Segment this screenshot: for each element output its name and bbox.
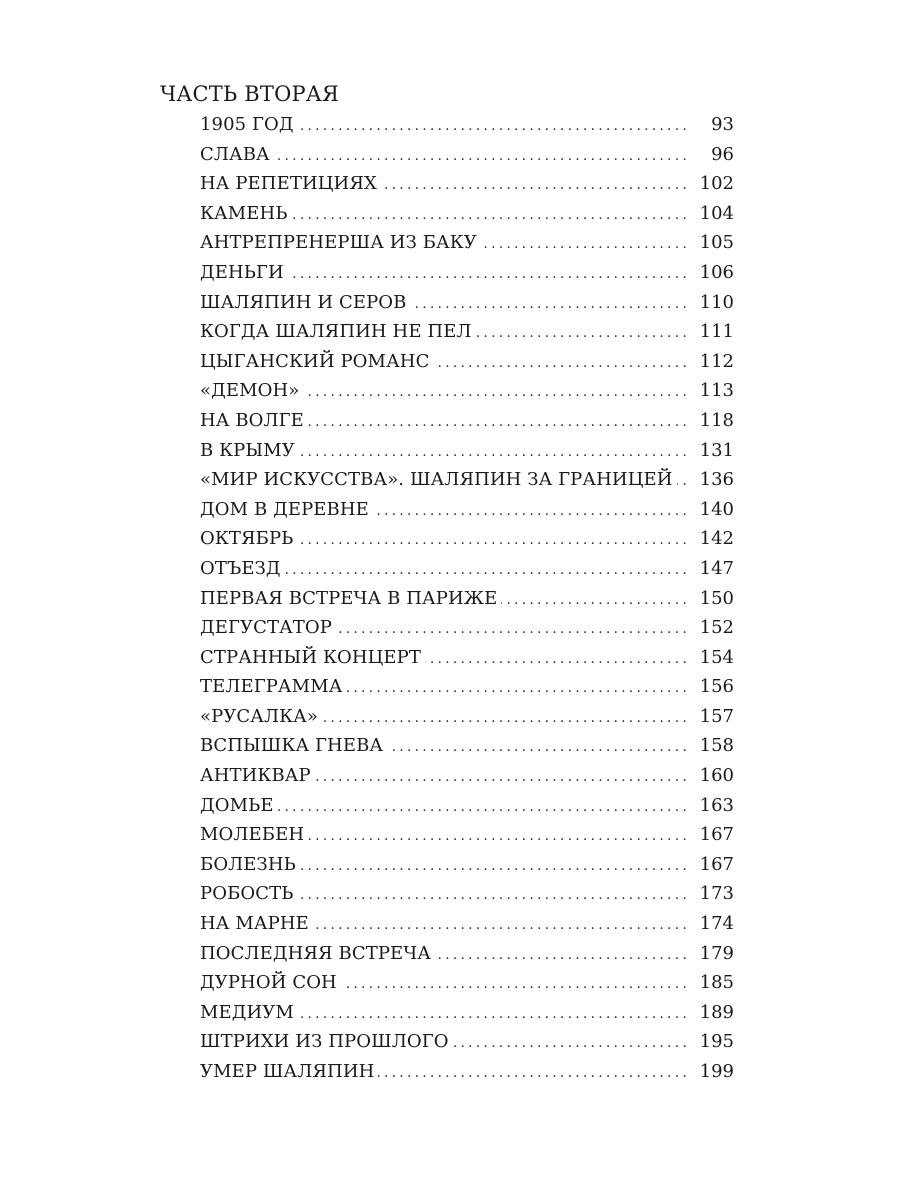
toc-entry-page-number: 167 — [699, 824, 734, 846]
dot-leader — [315, 763, 690, 793]
toc-entry-page-number: 140 — [699, 498, 734, 520]
dot-leader — [278, 793, 690, 823]
toc-entry — [200, 791, 734, 821]
toc-entry-title: НА ВОЛГЕ — [200, 406, 308, 436]
toc-entry — [200, 1027, 734, 1057]
dot-leader — [298, 1000, 690, 1030]
toc-entry-title: СТРАННЫЙ КОНЦЕРТ — [200, 643, 425, 673]
dot-leader — [346, 674, 690, 704]
toc-entry-page-number: 156 — [699, 676, 734, 698]
toc-entry-page-number: 179 — [699, 942, 734, 964]
toc-entry-page-number: 142 — [699, 528, 734, 550]
toc-entry — [200, 554, 734, 584]
toc-entry — [200, 347, 734, 377]
toc-entry-title: КОГДА ШАЛЯПИН НЕ ПЕЛ — [200, 317, 476, 347]
dot-leader — [303, 378, 690, 408]
toc-entry — [200, 909, 734, 939]
toc-entry — [200, 879, 734, 909]
toc-entry-page-number: 158 — [699, 735, 734, 757]
toc-entry-page-number: 110 — [699, 291, 734, 313]
table-of-contents — [200, 110, 734, 1087]
dot-leader — [300, 852, 690, 882]
toc-entry — [200, 288, 734, 318]
toc-entry — [200, 258, 734, 288]
toc-entry — [200, 140, 734, 170]
dot-leader — [501, 586, 690, 616]
part-heading: ЧАСТЬ ВТОРАЯ — [160, 82, 340, 106]
toc-entry — [200, 643, 734, 673]
toc-entry-title: ШАЛЯПИН И СЕРОВ — [200, 288, 410, 318]
toc-entry-page-number: 154 — [699, 646, 734, 668]
dot-leader — [435, 941, 690, 971]
toc-entry-page-number: 173 — [699, 883, 734, 905]
toc-entry-page-number: 104 — [699, 202, 734, 224]
toc-entry — [200, 317, 734, 347]
toc-entry-title: ДУРНОЙ СОН — [200, 968, 341, 998]
dot-leader — [433, 349, 690, 379]
dot-leader — [299, 438, 690, 468]
toc-entry — [200, 495, 734, 525]
dot-leader — [297, 526, 690, 556]
toc-entry — [200, 761, 734, 791]
dot-leader — [387, 733, 690, 763]
toc-entry — [200, 850, 734, 880]
toc-entry — [200, 998, 734, 1028]
toc-entry-title: МОЛЕБЕН — [200, 820, 308, 850]
dot-leader — [308, 822, 690, 852]
toc-entry-page-number: 102 — [699, 173, 734, 195]
dot-leader — [285, 556, 690, 586]
toc-entry-page-number: 131 — [699, 439, 734, 461]
dot-leader — [476, 319, 690, 349]
toc-entry — [200, 820, 734, 850]
toc-entry-page-number: 157 — [699, 705, 734, 727]
toc-entry-page-number: 199 — [699, 1061, 734, 1082]
toc-entry — [200, 968, 734, 998]
dot-leader — [313, 911, 690, 941]
toc-entry — [200, 228, 734, 258]
toc-entry-title: ДЕГУСТАТОР — [200, 613, 336, 643]
toc-entry-title: АНТИКВАР — [200, 761, 315, 791]
toc-entry-title: НА МАРНЕ — [200, 909, 313, 939]
toc-entry — [200, 1057, 734, 1087]
toc-entry-title: УМЕР ШАЛЯПИН — [200, 1057, 378, 1087]
toc-entry-page-number: 93 — [711, 114, 734, 135]
toc-entry-title: ОКТЯБРЬ — [200, 524, 297, 554]
dot-leader — [677, 467, 690, 497]
toc-entry-page-number: 189 — [699, 1001, 734, 1023]
toc-entry-title: «ДЕМОН» — [200, 376, 303, 406]
toc-entry-title: ВСПЫШКА ГНЕВА — [200, 731, 387, 761]
toc-entry — [200, 584, 734, 614]
toc-entry-title: АНТРЕПРЕНЕРША ИЗ БАКУ — [200, 228, 481, 258]
dot-leader — [410, 290, 690, 320]
toc-entry-title: ДЕНЬГИ — [200, 258, 288, 288]
toc-entry-title: ДОМ В ДЕРЕВНЕ — [200, 495, 373, 525]
toc-entry — [200, 465, 734, 495]
toc-entry-page-number: 150 — [699, 587, 734, 609]
toc-entry — [200, 524, 734, 554]
toc-entry-title: «МИР ИСКУССТВА». ШАЛЯПИН ЗА ГРАНИЦЕЙ — [200, 465, 677, 495]
toc-entry-page-number: 96 — [711, 143, 734, 165]
dot-leader — [378, 1059, 690, 1089]
dot-leader — [308, 408, 690, 438]
toc-entry-page-number: 160 — [699, 765, 734, 787]
toc-entry — [200, 436, 734, 466]
toc-entry-title: ЦЫГАНСКИЙ РОМАНС — [200, 347, 433, 377]
toc-entry — [200, 672, 734, 702]
dot-leader — [341, 970, 690, 1000]
toc-entry-title: ДОМЬЕ — [200, 791, 278, 821]
toc-entry — [200, 199, 734, 229]
toc-entry-page-number: 136 — [699, 469, 734, 491]
dot-leader — [297, 881, 690, 911]
toc-entry — [200, 702, 734, 732]
toc-entry-title: В КРЫМУ — [200, 436, 299, 466]
toc-entry-page-number: 113 — [699, 380, 734, 402]
toc-entry — [200, 110, 734, 140]
dot-leader — [274, 142, 690, 172]
toc-entry-title: ШТРИХИ ИЗ ПРОШЛОГО — [200, 1027, 453, 1057]
toc-entry-title: ОТЪЕЗД — [200, 554, 285, 584]
toc-entry-title: «РУСАЛКА» — [200, 702, 322, 732]
dot-leader — [453, 1029, 690, 1059]
toc-entry-page-number: 167 — [699, 853, 734, 875]
dot-leader — [481, 230, 690, 260]
toc-entry-page-number: 112 — [699, 350, 734, 372]
toc-entry — [200, 406, 734, 436]
toc-entry — [200, 169, 734, 199]
toc-entry-title: ПЕРВАЯ ВСТРЕЧА В ПАРИЖЕ — [200, 584, 501, 614]
toc-entry-page-number: 195 — [699, 1031, 734, 1053]
toc-entry-page-number: 147 — [699, 557, 734, 579]
toc-entry — [200, 939, 734, 969]
toc-entry-page-number: 111 — [699, 321, 734, 343]
dot-leader — [298, 112, 690, 142]
toc-entry-page-number: 106 — [699, 261, 734, 283]
toc-entry-page-number: 152 — [699, 617, 734, 639]
dot-leader — [292, 201, 690, 231]
toc-entry-page-number: 185 — [699, 972, 734, 994]
dot-leader — [373, 497, 690, 527]
toc-entry-title: СЛАВА — [200, 140, 274, 170]
toc-entry-title: БОЛЕЗНЬ — [200, 850, 300, 880]
toc-entry-page-number: 105 — [699, 232, 734, 254]
toc-entry-title: ПОСЛЕДНЯЯ ВСТРЕЧА — [200, 939, 435, 969]
toc-entry — [200, 731, 734, 761]
dot-leader — [336, 615, 690, 645]
toc-entry-title: ТЕЛЕГРАММА — [200, 672, 346, 702]
toc-entry-page-number: 118 — [699, 409, 734, 431]
toc-entry-page-number: 174 — [699, 913, 734, 935]
toc-entry-title: КАМЕНЬ — [200, 199, 292, 229]
toc-entry-title: НА РЕПЕТИЦИЯХ — [200, 169, 381, 199]
toc-entry — [200, 613, 734, 643]
dot-leader — [425, 645, 690, 675]
toc-entry — [200, 376, 734, 406]
dot-leader — [381, 171, 690, 201]
toc-entry-title: 1905 ГОД — [200, 110, 298, 140]
dot-leader — [288, 260, 690, 290]
toc-entry-page-number: 163 — [699, 794, 734, 816]
toc-entry-title: РОБОСТЬ — [200, 879, 297, 909]
toc-entry-title: МЕДИУМ — [200, 998, 298, 1028]
dot-leader — [322, 704, 690, 734]
